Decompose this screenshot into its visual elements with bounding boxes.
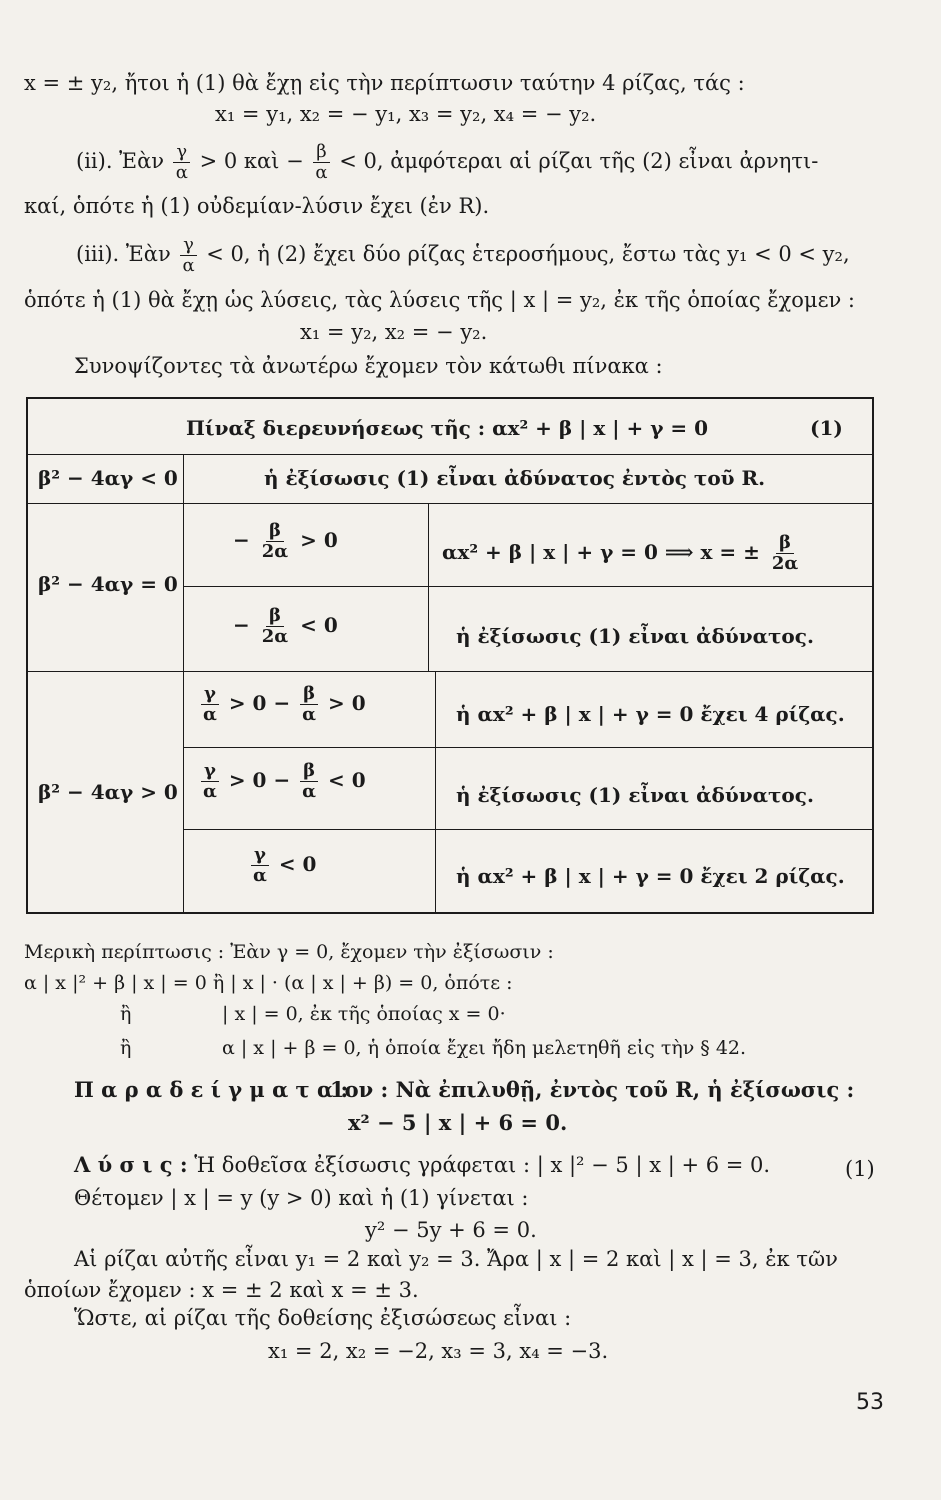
examples-heading: Π α ρ α δ ε ί γ μ α τ α : — [74, 1077, 349, 1102]
case-ii-line — [76, 142, 818, 183]
case-ii-end: < 0, ἀμφότεραι αἱ ρίζαι τῆς (2) εἶναι ἀρνητι- — [339, 149, 819, 173]
row2-condition: β² − 4αγ = 0 — [38, 572, 178, 596]
gamma-over-alpha — [200, 761, 220, 802]
gamma-over-alpha — [250, 845, 270, 886]
row3b-result: ἡ ἐξίσωσις (1) εἶναι ἀδύνατος. — [456, 783, 814, 807]
table-rule — [435, 671, 436, 912]
frac-num: γ — [180, 235, 197, 256]
page-number: 53 — [856, 1390, 884, 1415]
table-rule — [183, 454, 184, 912]
row1-condition: β² − 4αγ < 0 — [38, 466, 178, 490]
case-iii-line — [76, 235, 850, 276]
discussion-table — [26, 397, 874, 914]
text-line-1: x = ± y₂, ἤτοι ἡ (1) θὰ ἔχῃ εἰς τὴν περίπτωσιν ταύτην 4 ρίζας, τάς : — [24, 71, 745, 95]
frac-num: β — [776, 533, 794, 554]
relation: > 0 — [228, 691, 267, 715]
row1-result: ἡ ἐξίσωσις (1) εἶναι ἀδύνατος ἐντὸς τοῦ R. — [264, 466, 766, 490]
partial-case-line-1: Μερικὴ περίπτωσις : Ἐὰν γ = 0, ἔχομεν τὴν ἐξίσωσιν : — [24, 941, 554, 963]
table-rule — [183, 586, 872, 587]
table-rule — [183, 829, 872, 830]
substitution-line: Θέτομεν | x | = y (y > 0) καὶ ἡ (1) γίνεται : — [74, 1186, 529, 1210]
case-iii-end: < 0, ἡ (2) ἔχει δύο ρίζας ἑτεροσήμους, ἔστω τὰς y₁ < 0 < y₂, — [206, 242, 850, 266]
conclusion-line: Ὥστε, αἱ ρίζαι τῆς δοθείσης ἐξισώσεως εἶναι : — [74, 1306, 572, 1330]
case-iii-label: (iii). Ἐὰν — [76, 242, 171, 266]
partial-case-line-4: α | x | + β = 0, ἡ ὁποία ἔχει ἤδη μελετηθῆ εἰς τὴν § 42. — [222, 1037, 747, 1059]
row3c-result: ἡ αx² + β | x | + γ = 0 ἔχει 2 ρίζας. — [456, 864, 845, 888]
frac-num: β — [313, 142, 329, 163]
frac-den: α — [203, 781, 217, 802]
frac-num: γ — [173, 142, 190, 163]
case-ii-mid: > 0 καὶ − — [199, 149, 304, 173]
case-ii-label: (ii). Ἐὰν — [76, 149, 165, 173]
frac-den: α — [253, 865, 267, 886]
quadratic-equation: y² − 5y + 6 = 0. — [365, 1218, 537, 1242]
partial-case-line-2: α | x |² + β | x | = 0 ἢ | x | · (α | x | + β) = 0, ὁπότε : — [24, 972, 513, 994]
example-1-statement: 1ον : Νὰ ἐπιλυθῇ, ἐντὸς τοῦ R, ἡ ἐξίσωσις : — [330, 1077, 855, 1102]
frac-num: β — [266, 521, 284, 542]
frac-num: β — [300, 684, 318, 705]
table-rule — [183, 747, 872, 748]
roots-line: x₁ = y₁, x₂ = − y₁, x₃ = y₂, x₄ = − y₂. — [215, 102, 597, 126]
row2a-result-text: αx² + β | x | + γ = 0 ⟹ x = ± — [442, 540, 760, 564]
text-line-4: καί, ὁπότε ἡ (1) οὐδεμίαν-λύσιν ἔχει (ἐν R). — [24, 194, 490, 218]
table-rule — [428, 503, 429, 671]
row2b-condition — [233, 606, 338, 647]
solution-line — [74, 1152, 770, 1178]
relation: > 0 — [228, 768, 267, 792]
row3-condition: β² − 4αγ > 0 — [38, 780, 178, 804]
minus-sign: − — [273, 691, 291, 715]
text-line-6: ὁπότε ἡ (1) θὰ ἔχῃ ὡς λύσεις, τὰς λύσεις τῆς | x | = y₂, ἐκ τῆς ὁποίας ἔχομεν : — [24, 288, 855, 312]
frac-den: α — [302, 781, 317, 802]
frac-num: β — [266, 606, 284, 627]
partial-or: ἢ — [120, 1037, 132, 1059]
frac-num: γ — [251, 845, 269, 866]
table-rule — [28, 503, 872, 504]
row3b-condition — [198, 761, 366, 802]
table-rule — [28, 671, 872, 672]
roots-text-line: Αἱ ρίζαι αὐτῆς εἶναι y₁ = 2 καὶ y₂ = 3. Ἄρα | x | = 2 καὶ | x | = 3, ἐκ τῶν — [74, 1247, 838, 1271]
frac-den: α — [302, 704, 317, 725]
table-rule — [28, 454, 872, 455]
minus-sign: − — [233, 613, 250, 637]
equation-ref: (1) — [845, 1157, 875, 1181]
beta-over-2alpha — [769, 533, 801, 574]
relation: < 0 — [300, 613, 338, 637]
roots-text-line-2: ὁποίων ἔχομεν : x = ± 2 καὶ x = ± 3. — [24, 1278, 419, 1302]
row3a-condition — [198, 684, 366, 725]
frac-num: γ — [201, 684, 219, 705]
solution-text: Ἡ δοθεῖσα ἐξίσωσις γράφεται : | x |² − 5 | x | + 6 = 0. — [194, 1153, 771, 1177]
relation: > 0 — [300, 528, 338, 552]
table-title: Πίναξ διερευνήσεως τῆς : αx² + β | x | + γ = 0 — [186, 416, 709, 440]
gamma-over-alpha — [179, 235, 197, 276]
minus-sign: − — [273, 768, 291, 792]
beta-over-2alpha — [259, 606, 291, 647]
row3a-result: ἡ αx² + β | x | + γ = 0 ἔχει 4 ρίζας. — [456, 702, 845, 726]
partial-case-line-3: | x | = 0, ἐκ τῆς ὁποίας x = 0· — [222, 1003, 506, 1025]
beta-over-alpha — [299, 684, 319, 725]
frac-den: 2α — [771, 553, 799, 574]
summary-line: Συνοψίζοντες τὰ ἀνωτέρω ἔχομεν τὸν κάτωθι πίνακα : — [74, 354, 663, 378]
frac-den: α — [182, 255, 195, 276]
relation: > 0 — [328, 691, 366, 715]
frac-num: β — [300, 761, 318, 782]
relation: < 0 — [328, 768, 366, 792]
solution-heading: Λ ύ σ ι ς : — [74, 1152, 188, 1177]
frac-den: 2α — [261, 626, 289, 647]
table-title-ref: (1) — [810, 416, 843, 440]
row2b-result: ἡ ἐξίσωσις (1) εἶναι ἀδύνατος. — [456, 624, 814, 648]
gamma-over-alpha — [173, 142, 191, 183]
beta-over-2alpha — [259, 521, 291, 562]
minus-sign: − — [233, 528, 250, 552]
beta-over-alpha — [312, 142, 330, 183]
row2a-condition — [233, 521, 338, 562]
row2a-result — [442, 533, 803, 574]
relation: < 0 — [278, 852, 317, 876]
partial-or: ἢ — [120, 1003, 132, 1025]
example-1-equation: x² − 5 | x | + 6 = 0. — [348, 1110, 568, 1135]
frac-den: α — [203, 704, 217, 725]
frac-den: α — [175, 162, 188, 183]
gamma-over-alpha — [200, 684, 220, 725]
frac-den: 2α — [261, 541, 289, 562]
frac-num: γ — [201, 761, 219, 782]
frac-den: α — [315, 162, 328, 183]
beta-over-alpha — [299, 761, 319, 802]
roots-line-2: x₁ = y₂, x₂ = − y₂. — [300, 320, 488, 344]
row3c-condition — [248, 845, 316, 886]
final-roots: x₁ = 2, x₂ = −2, x₃ = 3, x₄ = −3. — [268, 1339, 609, 1363]
